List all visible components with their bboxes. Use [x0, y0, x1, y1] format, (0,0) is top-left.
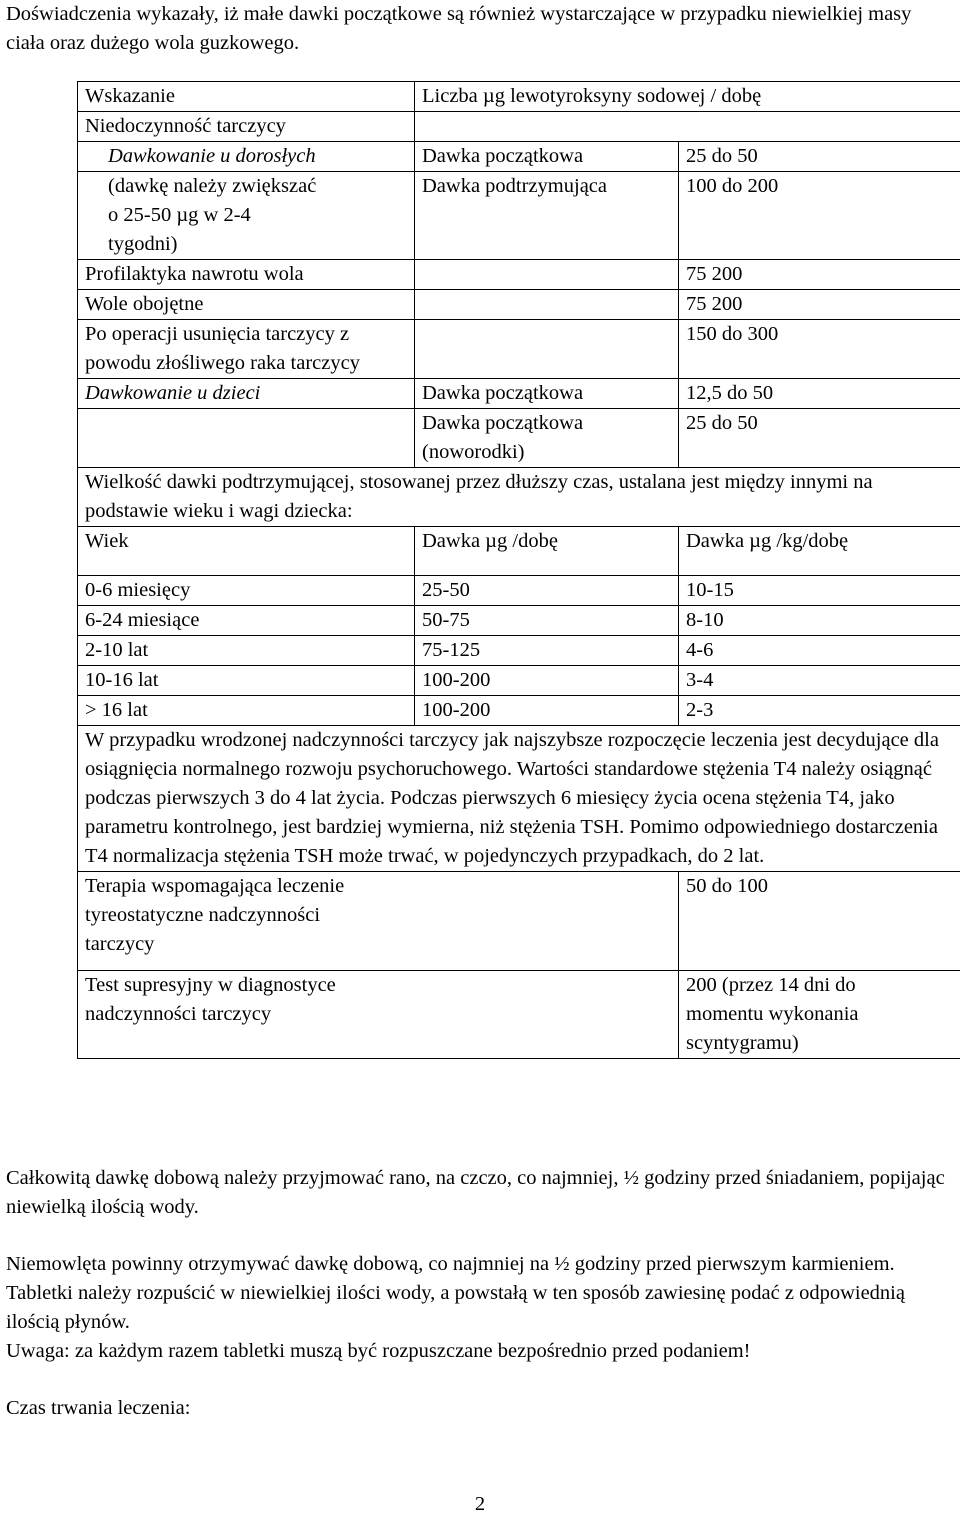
- adults-label: Dawkowanie u dorosłych: [78, 142, 415, 172]
- dosage-table: [77, 81, 960, 1059]
- table-row: [78, 260, 960, 290]
- section-hypothyroidism: Niedoczynność tarczycy: [78, 112, 415, 142]
- warning-paragraph: Uwaga: za każdym razem tabletki muszą być rozpuszczane bezpośrednio przed podaniem!: [6, 1337, 946, 1366]
- age-header-row: [78, 527, 960, 576]
- dose-kg-cell: 8-10: [679, 606, 960, 636]
- goiter-value: 75 200: [679, 290, 960, 320]
- adults-maint-value: 100 do 200: [679, 172, 960, 260]
- age-header: Wiek: [78, 527, 415, 576]
- neonates-label: Dawka początkowa (noworodki): [415, 409, 679, 468]
- table-row: [78, 576, 960, 606]
- relapse-label: Profilaktyka nawrotu wola: [78, 260, 415, 290]
- table-row: [78, 172, 960, 260]
- table-row: [78, 666, 960, 696]
- table-row: [78, 606, 960, 636]
- suppression-test-value: 200 (przez 14 dni do momentu wykonania scyntygramu): [679, 971, 960, 1059]
- table-row: [78, 320, 960, 379]
- table-header-row: [78, 82, 960, 112]
- dose-day-cell: 75-125: [415, 636, 679, 666]
- table-row: [78, 290, 960, 320]
- dose-kg-cell: 10-15: [679, 576, 960, 606]
- age-cell: 6-24 miesiące: [78, 606, 415, 636]
- table-row: [78, 636, 960, 666]
- relapse-value: 75 200: [679, 260, 960, 290]
- dose-kg-cell: 4-6: [679, 636, 960, 666]
- suppression-test-label: Test supresyjny w diagnostyce nadczynności tarczycy: [78, 971, 679, 1059]
- dose-day-cell: 100-200: [415, 696, 679, 726]
- table-row: [78, 142, 960, 172]
- infants-paragraph: Niemowlęta powinny otrzymywać dawkę dobową, co najmniej na ½ godziny przed pierwszym karmieniem. Tabletki należy rozpuścić w niewielkiej ilości wody, a powstałą w ten sposób zawiesinę podać z odpowiednią ilością płynów.: [6, 1250, 946, 1337]
- dose-day-cell: 25-50: [415, 576, 679, 606]
- adjunct-therapy-value: 50 do 100: [679, 872, 960, 971]
- adults-maint-label: Dawka podtrzymująca: [415, 172, 679, 260]
- table-row: [78, 872, 960, 971]
- dose-kg-cell: 3-4: [679, 666, 960, 696]
- children-start-label: Dawka początkowa: [415, 379, 679, 409]
- age-cell: 0-6 miesięcy: [78, 576, 415, 606]
- dose-kg-cell: 2-3: [679, 696, 960, 726]
- morning-dose-paragraph: Całkowitą dawkę dobową należy przyjmować rano, na czczo, co najmniej, ½ godziny przed śniadaniem, popijając niewielką ilością wody.: [6, 1164, 946, 1222]
- adults-start-value: 25 do 50: [679, 142, 960, 172]
- age-cell: 10-16 lat: [78, 666, 415, 696]
- age-cell: > 16 lat: [78, 696, 415, 726]
- duration-heading: Czas trwania leczenia:: [6, 1394, 946, 1423]
- table-row: [78, 112, 960, 142]
- table-row: [78, 409, 960, 468]
- adults-increase-note: (dawkę należy zwiększać o 25-50 µg w 2-4 tygodni): [78, 172, 415, 260]
- table-row: [78, 379, 960, 409]
- intro-paragraph: Doświadczenia wykazały, iż małe dawki początkowe są również wystarczające w przypadku niewielkiej masy ciała oraz dużego wola guzkowego.: [6, 0, 946, 58]
- dose-kg-header: Dawka µg /kg/dobę: [679, 527, 960, 576]
- children-label: Dawkowanie u dzieci: [78, 379, 415, 409]
- neonates-value: 25 do 50: [679, 409, 960, 468]
- cancer-label: Po operacji usunięcia tarczycy z powodu złośliwego raka tarczycy: [78, 320, 415, 379]
- dose-day-cell: 100-200: [415, 666, 679, 696]
- table-row: [78, 971, 960, 1059]
- dose-day-header: Dawka µg /dobę: [415, 527, 679, 576]
- maintenance-note: Wielkość dawki podtrzymującej, stosowanej przez dłuższy czas, ustalana jest między innymi na podstawie wieku i wagi dziecka:: [78, 468, 960, 527]
- age-cell: 2-10 lat: [78, 636, 415, 666]
- adults-start-label: Dawka początkowa: [415, 142, 679, 172]
- table-row: [78, 696, 960, 726]
- header-indication: Wskazanie: [78, 82, 415, 112]
- page-number: 2: [0, 1490, 960, 1519]
- goiter-label: Wole obojętne: [78, 290, 415, 320]
- congenital-note: W przypadku wrodzonej nadczynności tarczycy jak najszybsze rozpoczęcie leczenia jest decydujące dla osiągnięcia normalnego rozwoju psychoruchowego. Wartości standardowe stężenia T4 należy osiągnąć podczas pierwszych 3 do 4 lat życia. Podczas pierwszych 6 miesięcy życia ocena stężenia T4, jako parametru kontrolnego, jest bardziej wymierna, niż stężenia TSH. Pomimo odpowiedniego dostarczenia T4 normalizacja stężenia TSH może trwać, w pojedynczych przypadkach, do 2 lat.: [78, 726, 960, 872]
- children-start-value: 12,5 do 50: [679, 379, 960, 409]
- dose-day-cell: 50-75: [415, 606, 679, 636]
- table-row: [78, 468, 960, 527]
- table-row: [78, 726, 960, 872]
- header-dose: Liczba µg lewotyroksyny sodowej / dobę: [415, 82, 960, 112]
- adjunct-therapy-label: Terapia wspomagająca leczenie tyreostatyczne nadczynności tarczycy: [78, 872, 679, 971]
- cancer-value: 150 do 300: [679, 320, 960, 379]
